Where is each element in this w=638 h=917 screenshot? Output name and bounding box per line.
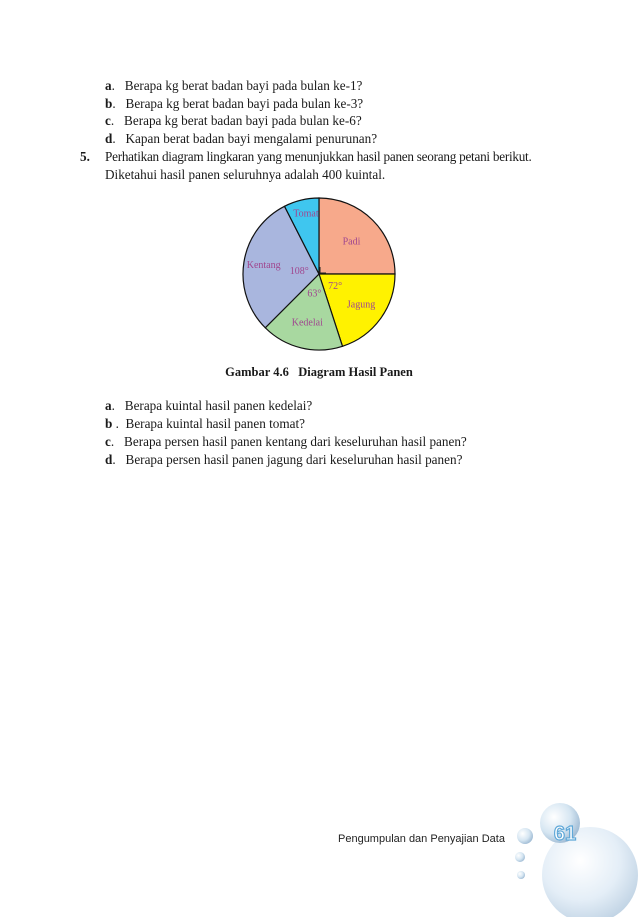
question-c-top: c. Berapa kg berat badan bayi pada bulan ke-6? [105,113,362,128]
question-label: b [105,416,113,431]
page-number-badge [500,800,638,917]
caption-title: Diagram Hasil Panen [298,365,413,379]
question-text: Berapa kg berat badan bayi pada bulan ke-3? [125,96,364,111]
question-label: a [105,78,112,93]
question-b-bottom [105,416,305,432]
question-text: Berapa kg berat badan bayi pada bulan ke-1? [124,78,363,93]
slice-label-tomat: Tomat [293,208,319,220]
angle-label-jagung: 72° [328,280,343,292]
question-sep: . [111,398,115,413]
question-text: Berapa persen hasil panen jagung dari keseluruhan hasil panen? [125,452,463,467]
question-label: c [105,113,111,128]
question-sep: . [112,416,119,431]
question-a-bottom [105,398,312,414]
question-text: Berapa kg berat badan bayi pada bulan ke-6? [124,113,362,128]
question-label: a [105,398,112,413]
question-d-top: d. Kapan berat badan bayi mengalami penurunan? [105,131,378,146]
question-b-top: b. Berapa kg berat badan bayi pada bulan ke-3? [105,96,364,111]
slice-label-padi: Padi [342,236,361,248]
problem-text-line1: Perhatikan diagram lingkaran yang menunjukkan hasil panen seorang petani berikut. [105,149,532,164]
question-sep: . [112,452,116,467]
question-label: b [105,96,113,111]
caption-label: Gambar 4.6 [225,365,289,379]
question-label: d [105,452,113,467]
problem-number: 5. [80,149,90,164]
question-c-bottom [105,434,467,450]
angle-label-kentang: 108° [289,265,309,277]
question-text: Berapa kuintal hasil panen kedelai? [124,398,313,413]
footer-title: Pengumpulan dan Penyajian Data [338,833,505,845]
question-d-bottom [105,452,462,468]
angle-label-kedelai: 63° [307,288,322,300]
question-a-top: a. Berapa kg berat badan bayi pada bulan ke-1? [105,78,363,93]
problem-text-line2: Diketahui hasil panen seluruhnya adalah 400 kuintal. [105,167,386,182]
question-text: Berapa persen hasil panen kentang dari keseluruhan hasil panen? [124,434,467,449]
slice-label-kedelai: Kedelai [291,317,323,329]
question-text: Kapan berat badan bayi mengalami penurunan? [125,131,378,146]
question-label: c [105,434,111,449]
bubble-decoration-icon [515,803,638,917]
slice-label-jagung: Jagung [346,299,376,311]
slice-label-kentang: Kentang [246,260,281,272]
pie-chart [238,195,403,355]
figure-caption [0,365,638,380]
question-text: Berapa kuintal hasil panen tomat? [125,416,305,431]
question-label: d [105,131,113,146]
page-number: 61 [553,823,577,845]
question-sep: . [110,434,115,449]
